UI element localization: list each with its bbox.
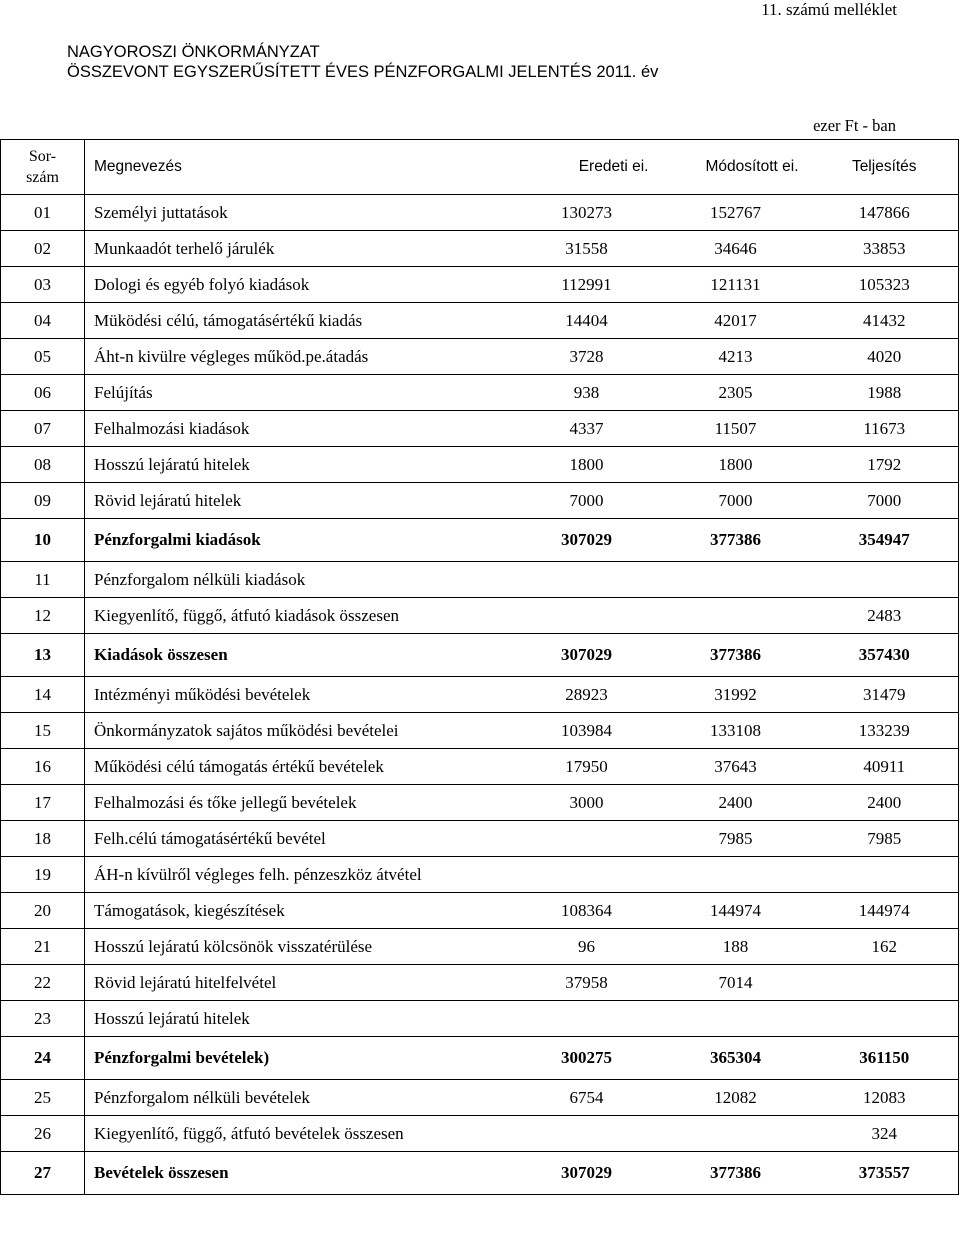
row-original bbox=[513, 562, 661, 598]
header-original: Eredeti ei. bbox=[513, 140, 661, 195]
row-name: Rövid lejáratú hitelfelvétel bbox=[85, 965, 513, 1001]
row-number: 14 bbox=[1, 677, 85, 713]
cashflow-table bbox=[0, 139, 959, 1195]
row-modified: 121131 bbox=[661, 267, 811, 303]
row-modified: 34646 bbox=[661, 231, 811, 267]
table-row bbox=[1, 929, 959, 965]
row-number: 02 bbox=[1, 231, 85, 267]
row-original bbox=[513, 1116, 661, 1152]
row-modified: 365304 bbox=[661, 1037, 811, 1080]
row-name: Pénzforgalom nélküli kiadások bbox=[85, 562, 513, 598]
row-actual: 147866 bbox=[811, 195, 959, 231]
row-modified: 7000 bbox=[661, 483, 811, 519]
row-number: 16 bbox=[1, 749, 85, 785]
row-name: Felhalmozási kiadások bbox=[85, 411, 513, 447]
table-row bbox=[1, 1037, 959, 1080]
row-modified: 144974 bbox=[661, 893, 811, 929]
row-original: 28923 bbox=[513, 677, 661, 713]
row-actual: 1988 bbox=[811, 375, 959, 411]
row-actual: 354947 bbox=[811, 519, 959, 562]
row-modified: 7014 bbox=[661, 965, 811, 1001]
row-modified: 377386 bbox=[661, 519, 811, 562]
document-title-line-2: ÖSSZEVONT EGYSZERŰSÍTETT ÉVES PÉNZFORGALMI JELENTÉS 2011. év bbox=[67, 63, 659, 81]
row-name: Felhalmozási és tőke jellegű bevételek bbox=[85, 785, 513, 821]
row-original: 7000 bbox=[513, 483, 661, 519]
table-row bbox=[1, 821, 959, 857]
row-original: 3000 bbox=[513, 785, 661, 821]
row-modified: 1800 bbox=[661, 447, 811, 483]
row-name: Kiadások összesen bbox=[85, 634, 513, 677]
row-actual bbox=[811, 1001, 959, 1037]
row-number: 20 bbox=[1, 893, 85, 929]
row-actual: 105323 bbox=[811, 267, 959, 303]
row-actual: 357430 bbox=[811, 634, 959, 677]
table-row bbox=[1, 598, 959, 634]
row-modified bbox=[661, 1001, 811, 1037]
row-number: 05 bbox=[1, 339, 85, 375]
header-row-number-line-1: Sor- bbox=[28, 148, 57, 165]
table-row bbox=[1, 1116, 959, 1152]
row-actual: 133239 bbox=[811, 713, 959, 749]
row-name: Munkaadót terhelő járulék bbox=[85, 231, 513, 267]
table-row bbox=[1, 749, 959, 785]
row-name: Kiegyenlítő, függő, átfutó kiadások összesen bbox=[85, 598, 513, 634]
row-modified: 152767 bbox=[661, 195, 811, 231]
row-original: 103984 bbox=[513, 713, 661, 749]
table-row bbox=[1, 634, 959, 677]
row-modified: 7985 bbox=[661, 821, 811, 857]
table-row bbox=[1, 339, 959, 375]
row-modified: 2400 bbox=[661, 785, 811, 821]
table-row bbox=[1, 1080, 959, 1116]
row-number: 17 bbox=[1, 785, 85, 821]
table-row bbox=[1, 785, 959, 821]
row-name: Pénzforgalom nélküli bevételek bbox=[85, 1080, 513, 1116]
row-original: 14404 bbox=[513, 303, 661, 339]
row-modified bbox=[661, 1116, 811, 1152]
row-number: 08 bbox=[1, 447, 85, 483]
row-modified: 133108 bbox=[661, 713, 811, 749]
row-number: 12 bbox=[1, 598, 85, 634]
row-modified: 188 bbox=[661, 929, 811, 965]
row-original: 307029 bbox=[513, 634, 661, 677]
row-modified: 377386 bbox=[661, 634, 811, 677]
row-name: Müködési célú, támogatásértékű kiadás bbox=[85, 303, 513, 339]
row-actual: 12083 bbox=[811, 1080, 959, 1116]
row-number: 10 bbox=[1, 519, 85, 562]
row-actual: 33853 bbox=[811, 231, 959, 267]
row-name: Pénzforgalmi bevételek) bbox=[85, 1037, 513, 1080]
row-actual: 41432 bbox=[811, 303, 959, 339]
row-actual: 4020 bbox=[811, 339, 959, 375]
row-original: 96 bbox=[513, 929, 661, 965]
row-original: 300275 bbox=[513, 1037, 661, 1080]
table-row bbox=[1, 1001, 959, 1037]
row-modified: 42017 bbox=[661, 303, 811, 339]
row-actual: 7985 bbox=[811, 821, 959, 857]
row-number: 11 bbox=[1, 562, 85, 598]
row-actual: 7000 bbox=[811, 483, 959, 519]
row-name: Pénzforgalmi kiadások bbox=[85, 519, 513, 562]
row-number: 19 bbox=[1, 857, 85, 893]
row-modified: 4213 bbox=[661, 339, 811, 375]
row-number: 06 bbox=[1, 375, 85, 411]
row-modified: 377386 bbox=[661, 1152, 811, 1195]
row-actual: 1792 bbox=[811, 447, 959, 483]
row-original bbox=[513, 598, 661, 634]
row-number: 07 bbox=[1, 411, 85, 447]
document-title-line-1: NAGYOROSZI ÖNKORMÁNYZAT bbox=[67, 43, 320, 61]
row-actual: 162 bbox=[811, 929, 959, 965]
row-actual: 373557 bbox=[811, 1152, 959, 1195]
row-actual: 40911 bbox=[811, 749, 959, 785]
row-modified bbox=[661, 598, 811, 634]
row-modified: 11507 bbox=[661, 411, 811, 447]
row-name: Rövid lejáratú hitelek bbox=[85, 483, 513, 519]
table-row bbox=[1, 893, 959, 929]
row-name: Felújítás bbox=[85, 375, 513, 411]
row-original bbox=[513, 821, 661, 857]
row-original: 37958 bbox=[513, 965, 661, 1001]
row-actual: 144974 bbox=[811, 893, 959, 929]
row-name: Személyi juttatások bbox=[85, 195, 513, 231]
unit-label: ezer Ft - ban bbox=[813, 116, 896, 135]
row-original: 112991 bbox=[513, 267, 661, 303]
table-row bbox=[1, 677, 959, 713]
row-actual: 31479 bbox=[811, 677, 959, 713]
row-name: Intézményi működési bevételek bbox=[85, 677, 513, 713]
row-number: 22 bbox=[1, 965, 85, 1001]
header-name: Megnevezés bbox=[85, 140, 513, 195]
row-number: 24 bbox=[1, 1037, 85, 1080]
row-modified bbox=[661, 562, 811, 598]
table-row bbox=[1, 447, 959, 483]
table-row bbox=[1, 713, 959, 749]
row-modified: 12082 bbox=[661, 1080, 811, 1116]
row-original bbox=[513, 857, 661, 893]
row-actual bbox=[811, 965, 959, 1001]
row-original: 108364 bbox=[513, 893, 661, 929]
header-modified: Módosított ei. bbox=[661, 140, 811, 195]
row-modified: 2305 bbox=[661, 375, 811, 411]
row-number: 23 bbox=[1, 1001, 85, 1037]
row-modified: 37643 bbox=[661, 749, 811, 785]
table-row bbox=[1, 857, 959, 893]
row-number: 25 bbox=[1, 1080, 85, 1116]
row-name: ÁH-n kívülről végleges felh. pénzeszköz átvétel bbox=[85, 857, 513, 893]
table-row bbox=[1, 267, 959, 303]
row-number: 13 bbox=[1, 634, 85, 677]
row-actual: 11673 bbox=[811, 411, 959, 447]
row-actual bbox=[811, 857, 959, 893]
row-original: 6754 bbox=[513, 1080, 661, 1116]
row-actual: 361150 bbox=[811, 1037, 959, 1080]
row-original: 307029 bbox=[513, 1152, 661, 1195]
row-modified bbox=[661, 857, 811, 893]
row-original: 1800 bbox=[513, 447, 661, 483]
table-row bbox=[1, 965, 959, 1001]
header-row-number bbox=[1, 140, 85, 195]
table-row bbox=[1, 1152, 959, 1195]
row-number: 27 bbox=[1, 1152, 85, 1195]
row-actual: 2400 bbox=[811, 785, 959, 821]
row-number: 03 bbox=[1, 267, 85, 303]
table-row bbox=[1, 483, 959, 519]
row-name: Önkormányzatok sajátos működési bevételei bbox=[85, 713, 513, 749]
row-number: 21 bbox=[1, 929, 85, 965]
row-number: 09 bbox=[1, 483, 85, 519]
row-modified: 31992 bbox=[661, 677, 811, 713]
table-row bbox=[1, 375, 959, 411]
table-row bbox=[1, 231, 959, 267]
table-row bbox=[1, 519, 959, 562]
row-number: 01 bbox=[1, 195, 85, 231]
table-row bbox=[1, 411, 959, 447]
row-original: 3728 bbox=[513, 339, 661, 375]
row-name: Bevételek összesen bbox=[85, 1152, 513, 1195]
row-name: Hosszú lejáratú kölcsönök visszatérülése bbox=[85, 929, 513, 965]
row-name: Áht-n kivülre végleges működ.pe.átadás bbox=[85, 339, 513, 375]
row-name: Támogatások, kiegészítések bbox=[85, 893, 513, 929]
annex-label: 11. számú melléklet bbox=[761, 0, 897, 19]
row-name: Hosszú lejáratú hitelek bbox=[85, 1001, 513, 1037]
table-row bbox=[1, 195, 959, 231]
row-number: 04 bbox=[1, 303, 85, 339]
table-row bbox=[1, 562, 959, 598]
row-number: 26 bbox=[1, 1116, 85, 1152]
row-actual: 2483 bbox=[811, 598, 959, 634]
row-original: 938 bbox=[513, 375, 661, 411]
row-original: 130273 bbox=[513, 195, 661, 231]
header-row-number-line-2: szám bbox=[26, 169, 59, 186]
row-original: 17950 bbox=[513, 749, 661, 785]
row-original: 307029 bbox=[513, 519, 661, 562]
table-header-row bbox=[1, 140, 959, 195]
header-actual: Teljesítés bbox=[811, 140, 959, 195]
row-original: 4337 bbox=[513, 411, 661, 447]
row-actual bbox=[811, 562, 959, 598]
row-name: Felh.célú támogatásértékű bevétel bbox=[85, 821, 513, 857]
row-number: 15 bbox=[1, 713, 85, 749]
row-name: Kiegyenlítő, függő, átfutó bevételek összesen bbox=[85, 1116, 513, 1152]
row-original: 31558 bbox=[513, 231, 661, 267]
table-row bbox=[1, 303, 959, 339]
row-name: Hosszú lejáratú hitelek bbox=[85, 447, 513, 483]
row-name: Dologi és egyéb folyó kiadások bbox=[85, 267, 513, 303]
row-original bbox=[513, 1001, 661, 1037]
row-actual: 324 bbox=[811, 1116, 959, 1152]
row-number: 18 bbox=[1, 821, 85, 857]
row-name: Működési célú támogatás értékű bevételek bbox=[85, 749, 513, 785]
